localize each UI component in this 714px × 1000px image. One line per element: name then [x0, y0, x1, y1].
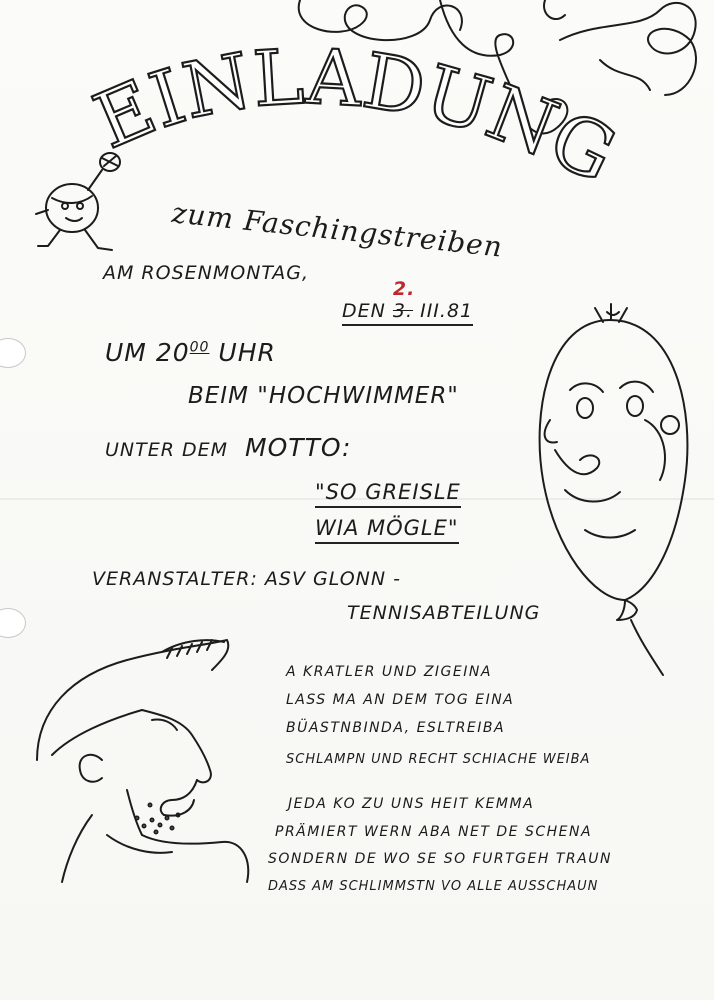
motto-line-1 — [315, 480, 461, 504]
motto-label-1: UNTER DEM — [105, 439, 228, 461]
motto-label — [105, 433, 351, 462]
date-line — [342, 278, 474, 322]
organizer-line-2: TENNISABTEILUNG — [347, 602, 541, 624]
man-with-cap-icon — [32, 620, 262, 890]
date-prefix: DEN — [342, 300, 386, 322]
tennis-ball-figure-icon — [30, 150, 130, 260]
motto-text-1: "SO GREISLE — [315, 480, 461, 508]
motto-text-2: WIA MÖGLE" — [315, 516, 459, 544]
balloon-face-icon — [525, 300, 705, 680]
verse-1-line-4: SCHLAMPN UND RECHT SCHIACHE WEIBA — [286, 752, 591, 767]
verse-1-line-3: BÜASTNBINDA, ESLTREIBA — [286, 720, 506, 736]
date-underlined — [342, 278, 474, 326]
motto-line-2 — [315, 516, 459, 540]
occasion: AM ROSENMONTAG, — [103, 262, 310, 284]
time-prefix: UM 20 — [105, 338, 190, 367]
time-suffix: UHR — [218, 338, 276, 367]
motto-label-2: MOTTO: — [245, 433, 352, 462]
verse-2-line-4: DASS AM SCHLIMMSTN VO ALLE AUSSCHAUN — [268, 879, 599, 894]
verse-2-line-3: SONDERN DE WO SE SO FURTGEH TRAUN — [268, 851, 612, 867]
organizer-line-1: VERANSTALTER: ASV GLONN - — [92, 568, 401, 590]
time-line — [105, 338, 276, 367]
punch-hole-bottom — [0, 608, 26, 638]
venue: BEIM "HOCHWIMMER" — [188, 383, 459, 409]
time-minutes: 00 — [189, 339, 210, 356]
date-day-correction: 2. — [392, 278, 416, 300]
date-day-crossed: 3. — [392, 300, 414, 322]
svg-text:EINLADUNG — [82, 32, 630, 200]
verse-2-line-2: PRÄMIERT WERN ABA NET DE SCHENA — [275, 824, 593, 840]
verse-1-line-2: LASS MA AN DEM TOG EINA — [286, 692, 515, 708]
punch-hole-top — [0, 338, 26, 368]
date-day — [392, 278, 416, 322]
date-month-year: III.81 — [420, 300, 474, 322]
verse-2-line-1: JEDA KO ZU UNS HEIT KEMMA — [288, 796, 535, 812]
title-text: EINLADUNG — [81, 31, 630, 200]
subtitle: zum Faschingstreiben — [170, 196, 505, 264]
verse-1-line-1: A KRATLER UND ZIGEINA — [286, 664, 492, 680]
